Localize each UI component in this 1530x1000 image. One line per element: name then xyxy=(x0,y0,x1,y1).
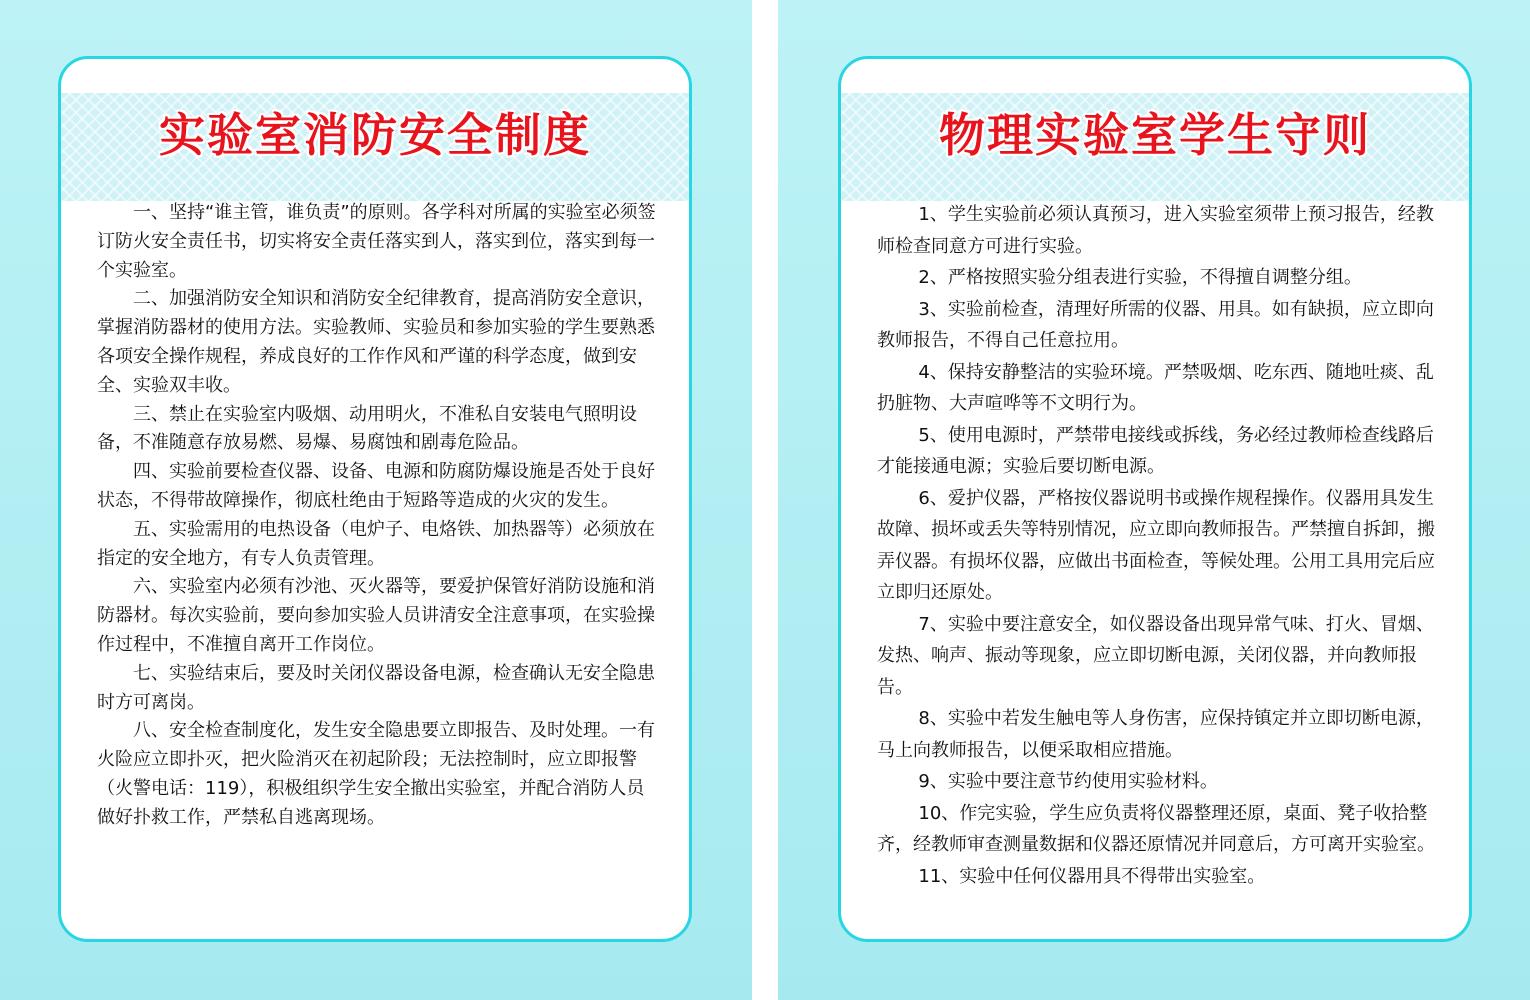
rules-list xyxy=(97,199,657,833)
rule-item: 五、实验需用的电热设备（电炉子、电烙铁、加热器等）必须放在指定的安全地方，有专人负责管理。 xyxy=(97,518,655,569)
rule-item: 10、作完实验，学生应负责将仪器整理还原，桌面、凳子收拾整齐，经教师审查测量数据和仪器还原情况并同意后，方可离开实验室。 xyxy=(877,802,1435,855)
rule-item: 1、学生实验前必须认真预习，进入实验室须带上预习报告，经教师检查同意方可进行实验。 xyxy=(877,204,1434,257)
right-board xyxy=(778,0,1530,1000)
rule-item: 二、加强消防安全知识和消防安全纪律教育，提高消防安全意识，掌握消防器材的使用方法。实验教师、实验员和参加实验的学生要熟悉各项安全操作规程，养成良好的工作作风和严谨的科学态度，做到安全、实验双丰收。 xyxy=(97,288,655,396)
rule-item: 六、实验室内必须有沙池、灭火器等，要爱护保管好消防设施和消防器材。每次实验前，要向参加实验人员讲清安全注意事项，在实验操作过程中，不准擅自离开工作岗位。 xyxy=(97,576,655,655)
rule-item: 2、严格按照实验分组表进行实验，不得擅自调整分组。 xyxy=(918,267,1362,288)
right-card xyxy=(838,56,1472,942)
rule-item: 8、实验中若发生触电等人身伤害，应保持镇定并立即切断电源，马上向教师报告，以便采取相应措施。 xyxy=(877,708,1434,761)
rule-item: 三、禁止在实验室内吸烟、动用明火，不准私自安装电气照明设备，不准随意存放易燃、易爆、易腐蚀和剧毒危险品。 xyxy=(97,403,637,454)
rule-item: 七、实验结束后，要及时关闭仪器设备电源，检查确认无安全隐患时方可离岗。 xyxy=(97,662,655,713)
left-card xyxy=(58,56,692,942)
rule-item: 11、实验中任何仪器用具不得带出实验室。 xyxy=(918,865,1266,887)
rule-item: 6、爱护仪器，严格按仪器说明书或操作规程操作。仪器用具发生故障、损坏或丢失等特别情况，应立即向教师报告。严禁擅自拆卸，搬弄仪器。有损坏仪器，应做出书面检查，等候处理。公用工具用完后应立即归还原处。 xyxy=(877,487,1435,603)
rule-item: 9、实验中要注意节约使用实验材料。 xyxy=(918,771,1218,792)
rule-item: 4、保持安静整洁的实验环境。严禁吸烟、吃东西、随地吐痰、乱扔脏物、大声喧哗等不文明行为。 xyxy=(877,361,1434,414)
page-title: 实验室消防安全制度 xyxy=(159,108,591,162)
page-title: 物理实验室学生守则 xyxy=(939,108,1371,162)
rules-list xyxy=(877,199,1437,892)
rule-item: 八、安全检查制度化，发生安全隐患要立即报告、及时处理。一有火险应立即扑灭，把火险消灭在初起阶段；无法控制时，应立即报警（火警电话：119），积极组织学生安全撤出实验室，并配合消防人员做好扑救工作，严禁私自逃离现场。 xyxy=(97,720,655,828)
rule-item: 5、使用电源时，严禁带电接线或拆线，务必经过教师检查线路后才能接通电源；实验后要切断电源。 xyxy=(877,424,1434,477)
rule-item: 7、实验中要注意安全，如仪器设备出现异常气味、打火、冒烟、发热、响声、振动等现象，应立即切断电源，关闭仪器，并向教师报告。 xyxy=(877,613,1434,698)
left-board xyxy=(0,0,752,1000)
rule-item: 一、坚持“谁主管，谁负责”的原则。各学科对所属的实验室必须签订防火安全责任书，切实将安全责任落实到人，落实到位，落实到每一个实验室。 xyxy=(97,202,656,281)
rule-item: 四、实验前要检查仪器、设备、电源和防腐防爆设施是否处于良好状态，不得带故障操作，彻底杜绝由于短路等造成的火灾的发生。 xyxy=(97,461,655,511)
rule-item: 3、实验前检查，清理好所需的仪器、用具。如有缺损，应立即向教师报告，不得自己任意拉用。 xyxy=(877,298,1434,351)
